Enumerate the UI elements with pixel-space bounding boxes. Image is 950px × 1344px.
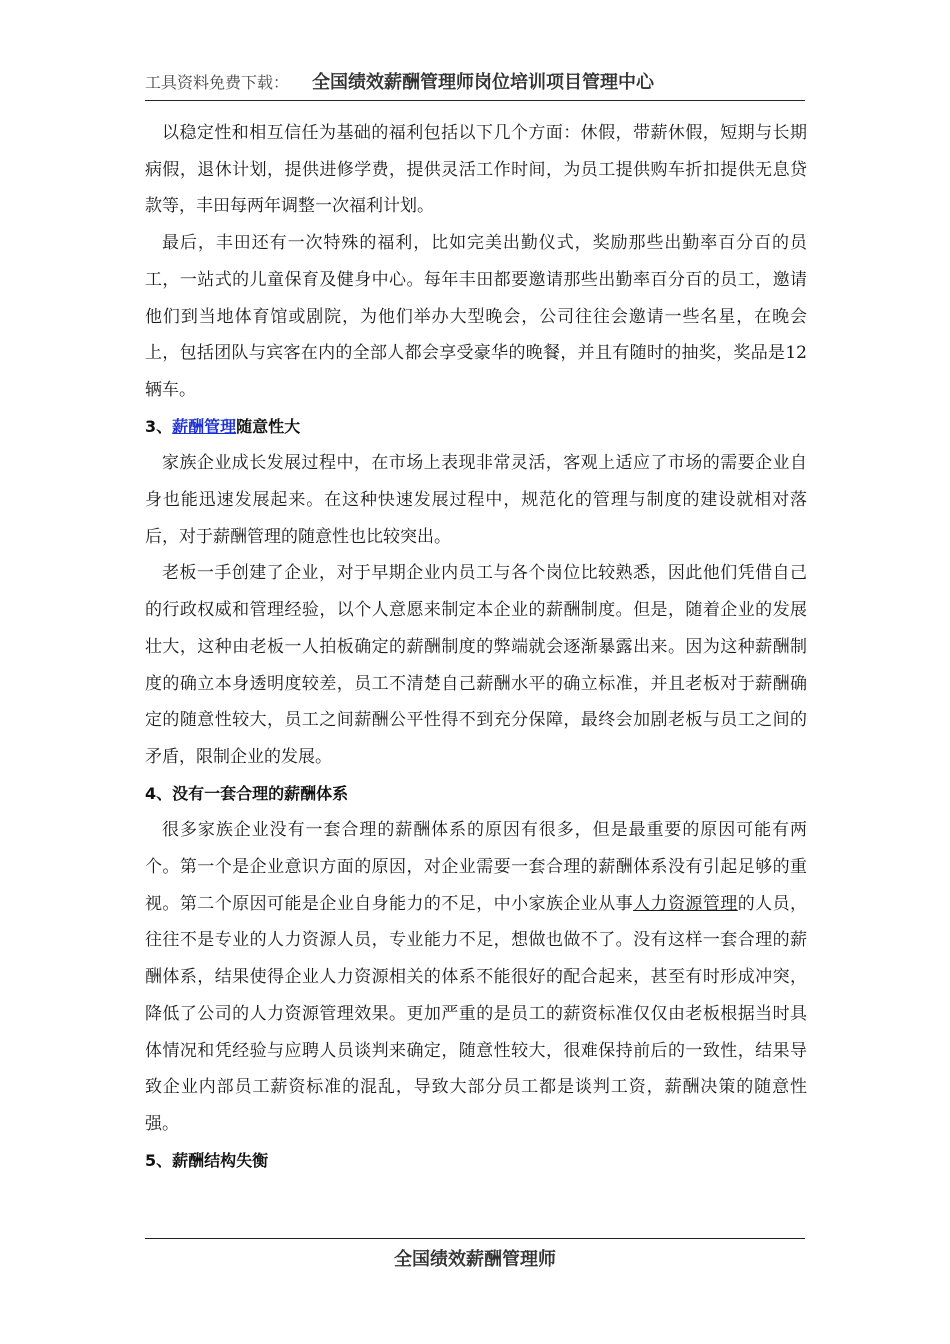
paragraph-text-part-b: 的人员，往往不是专业的人力资源人员，专业能力不足，想做也做不了。没有这样一套合理的薪酬体系，结果使得企业人力资源相关的体系不能很好的配合起来，甚至有时形成冲突，降低了公司的人力资源管理效果。更加严重的是员工的薪资标准仅仅由老板根据当时具体情况和凭经验与应聘人员谈判来确定，随意性较大，很难保持前后的一致性，结果导致企业内部员工薪资标准的混乱，导致大部分员工都是谈判工资，薪酬决策的随意性强。	[145, 893, 808, 1134]
paragraph-owner: 老板一手创建了企业，对于早期企业内员工与各个岗位比较熟悉，因此他们凭借自己的行政权威和管理经验，以个人意愿来制定本企业的薪酬制度。但是，随着企业的发展壮大，这种由老板一人拍板确定的薪酬制度的弊端就会逐渐暴露出来。因为这种薪酬制度的确立本身透明度较差，员工不清楚自己薪酬水平的确立标准，并且老板对于薪酬确定的随意性较大，员工之间薪酬公平性得不到充分保障，最终会加剧老板与员工之间的矛盾，限制企业的发展。	[145, 563, 807, 767]
document-body	[145, 115, 807, 1179]
section-number: 3、	[145, 416, 173, 436]
header-title: 全国绩效薪酬管理师岗位培训项目管理中心	[312, 72, 654, 93]
section-heading-4: 4、没有一套合理的薪酬体系	[145, 783, 349, 803]
page-header	[145, 66, 805, 101]
header-prefix: 工具资料免费下载：	[145, 73, 290, 92]
section-title-rest: 随意性大	[236, 416, 301, 436]
salary-management-link[interactable]: 薪酬管理	[172, 416, 237, 436]
paragraph-family-business: 家族企业成长发展过程中，在市场上表现非常灵活，客观上适应了市场的需要企业自身也能迅速发展起来。在这种快速发展过程中，规范化的管理与制度的建设就相对落后，对于薪酬管理的随意性也比较突出。	[145, 453, 807, 547]
section-heading-3	[145, 409, 807, 446]
paragraph-text-part-a: 很多家族企业没有一套合理的薪酬体系的原因有很多，但是最重要的原因可能有两个。第一个是企业意识方面的原因，对企业需要一套合理的薪酬体系没有引起足够的重视。第二个原因可能是企业自身能力的不足，中小家族企业从事	[145, 820, 807, 914]
paragraph-special-benefits: 最后，丰田还有一次特殊的福利，比如完美出勤仪式，奖励那些出勤率百分百的员工，一站式的儿童保育及健身中心。每年丰田都要邀请那些出勤率百分百的员工，邀请他们到当地体育馆或剧院，为他们举办大型晚会，公司往往会邀请一些名星，在晚会上，包括团队与宾客在内的全部人都会享受豪华的晚餐，并且有随时的抽奖，奖品是12辆车。	[145, 233, 807, 400]
page-footer	[145, 1238, 805, 1271]
paragraph-benefits: 以稳定性和相互信任为基础的福利包括以下几个方面：休假，带薪休假，短期与长期病假，退休计划，提供进修学费，提供灵活工作时间，为员工提供购车折扣提供无息贷款等，丰田每两年调整一次福利计划。	[145, 123, 807, 217]
paragraph-salary-system	[145, 812, 807, 1142]
footer-title: 全国绩效薪酬管理师	[394, 1249, 556, 1270]
section-heading-5: 5、薪酬结构失衡	[145, 1150, 269, 1170]
hr-management-link[interactable]: 人力资源管理	[633, 893, 738, 914]
